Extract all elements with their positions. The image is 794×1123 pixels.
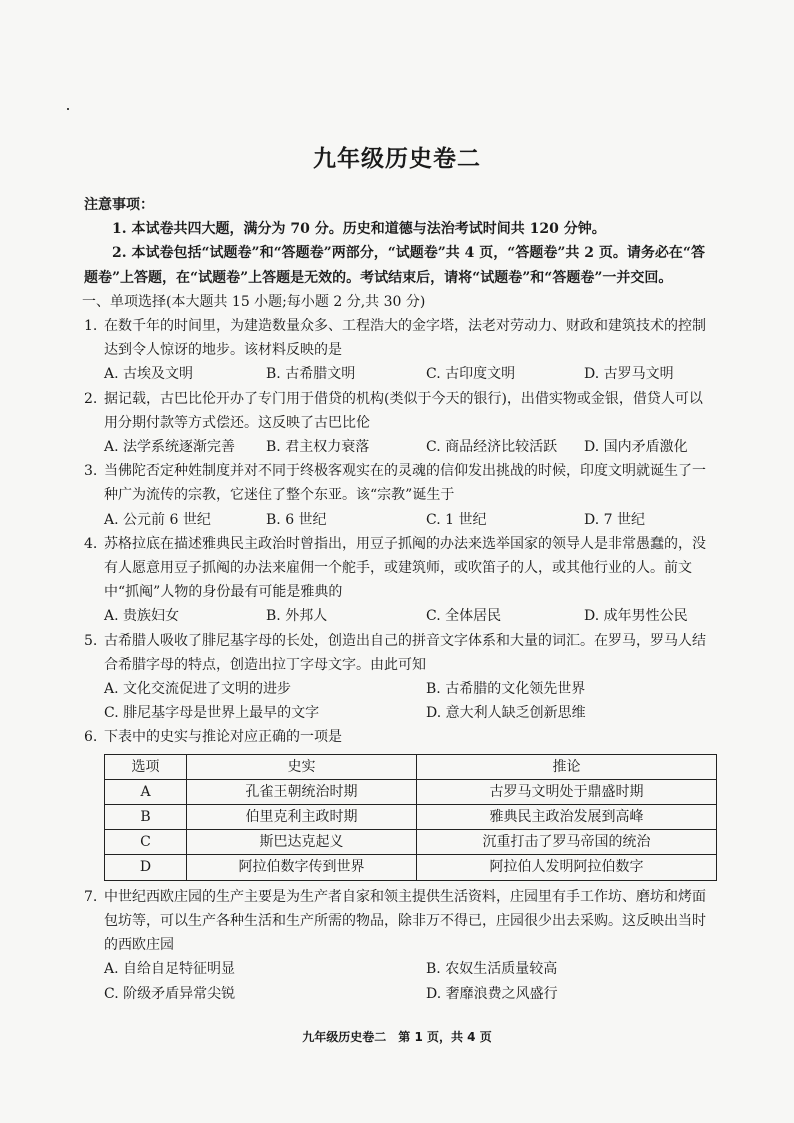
option-c: C. 商品经济比较活跃	[426, 439, 558, 456]
table-cell: B	[105, 805, 187, 830]
question-5-options-row-1	[84, 677, 714, 701]
option-b: B. 外邦人	[266, 608, 328, 625]
question-5-options-row-2	[84, 701, 714, 725]
question-text: 当佛陀否定种姓制度并对不同于终极客观实在的灵魂的信仰发出挑战的时候，印度文明就诞生了一种广为流传的宗教，它迷住了整个东亚。该“宗教”诞生于	[104, 463, 706, 504]
question-text: 据记载，古巴比伦开办了专门用于借贷的机构(类似于今天的银行)，出借实物或金银，借贷人可以用分期付款等方式偿还。这反映了古巴比伦	[104, 390, 703, 431]
option-b: B. 农奴生活质量较高	[426, 961, 558, 978]
question-text: 中世纪西欧庄园的生产主要是为生产者自家和领主提供生活资料，庄园里有手工作坊、磨坊和烤面包坊等，可以生产各种生活和生产所需的物品，除非万不得已，庄园很少出去采购。这反映出当时的西欧庄园	[104, 888, 706, 954]
option-b: B. 君主权力衰落	[266, 439, 370, 456]
option-c: C. 腓尼基字母是世界上最早的文字	[104, 705, 320, 722]
note-item-1: 1. 本试卷共四大题，满分为 70 分。历史和道德与法治考试时间共 120 分钟。	[112, 221, 606, 238]
question-text: 古希腊人吸收了腓尼基字母的长处，创造出自己的拼音文字体系和大量的词汇。在罗马，罗马人结合希腊字母的特点，创造出拉丁字母文字。由此可知	[104, 632, 706, 673]
option-b: B. 6 世纪	[266, 511, 327, 528]
question-number: 2.	[84, 390, 98, 407]
page-footer: 九年级历史卷二 第 1 页，共 4 页	[302, 1030, 492, 1044]
question-5	[84, 629, 714, 677]
option-b: B. 古希腊文明	[266, 366, 356, 383]
question-number: 5.	[84, 632, 98, 649]
table-cell: 沉重打击了罗马帝国的统治	[417, 830, 717, 855]
table-header-row	[105, 754, 717, 779]
question-text: 在数千年的时间里，为建造数量众多、工程浩大的金字塔，法老对劳动力、财政和建筑技术的控制达到令人惊讶的地步。该材料反映的是	[104, 318, 706, 359]
notes-heading: 注意事项：	[84, 197, 154, 213]
question-2	[84, 387, 714, 435]
option-a: A. 贵族妇女	[104, 608, 180, 625]
option-d: D. 意大利人缺乏创新思维	[426, 705, 586, 722]
table-row	[105, 779, 717, 804]
table-cell: C	[105, 830, 187, 855]
question-text: 下表中的史实与推论对应正确的一项是	[104, 729, 342, 746]
option-a: A. 法学系统逐渐完善	[104, 439, 236, 456]
table-header: 选项	[105, 754, 187, 779]
option-d: D. 成年男性公民	[584, 608, 688, 625]
question-number: 1.	[84, 318, 98, 335]
option-a: A. 自给自足特征明显	[104, 961, 236, 978]
question-2-options	[84, 435, 714, 459]
option-c: C. 1 世纪	[426, 511, 487, 528]
note-item-2: 2. 本试卷包括“试题卷”和“答题卷”两部分，“试题卷”共 4 页，“答题卷”共 2 页。请务必在“答题卷”上答题，在“试题卷”上答题是无效的。考试结束后，请将“试题卷”和“答题卷”一并交回。	[84, 245, 705, 286]
option-b: B. 古希腊的文化领先世界	[426, 681, 586, 698]
table-cell: 阿拉伯数字传到世界	[187, 855, 417, 880]
section-heading: 一、单项选择(本大题共 15 小题;每小题 2 分,共 30 分)	[82, 293, 426, 310]
question-7-options-row-1	[84, 957, 714, 981]
question-3-options	[84, 508, 714, 532]
option-a: A. 文化交流促进了文明的进步	[104, 681, 292, 698]
option-c: C. 古印度文明	[426, 366, 516, 383]
table-row	[105, 830, 717, 855]
page-title: 九年级历史卷二	[313, 146, 481, 172]
question-1-options	[84, 362, 714, 386]
history-table	[104, 754, 717, 881]
option-a: A. 古埃及文明	[104, 366, 194, 383]
question-number: 4.	[84, 535, 98, 552]
question-number: 7.	[84, 888, 98, 905]
table-row	[105, 855, 717, 880]
option-d: D. 奢靡浪费之风盛行	[426, 985, 558, 1002]
question-3	[84, 459, 714, 507]
table-cell: 斯巴达克起义	[187, 830, 417, 855]
table-cell: 阿拉伯人发明阿拉伯数字	[417, 855, 717, 880]
table-cell: 伯里克利主政时期	[187, 805, 417, 830]
question-4-options	[84, 604, 714, 628]
table-header: 史实	[187, 754, 417, 779]
option-d: D. 古罗马文明	[584, 366, 674, 383]
table-row	[105, 805, 717, 830]
question-6	[84, 725, 714, 749]
option-c: C. 全体居民	[426, 608, 502, 625]
option-a: A. 公元前 6 世纪	[104, 511, 211, 528]
table-cell: 古罗马文明处于鼎盛时期	[417, 779, 717, 804]
table-cell: D	[105, 855, 187, 880]
table-cell: 孔雀王朝统治时期	[187, 779, 417, 804]
table-cell: 雅典民主政治发展到高峰	[417, 805, 717, 830]
question-7	[84, 885, 714, 958]
question-number: 6.	[84, 729, 98, 746]
question-text: 苏格拉底在描述雅典民主政治时曾指出，用豆子抓阄的办法来选举国家的领导人是非常愚蠢的，没有人愿意用豆子抓阄的办法来雇佣一个舵手，或建筑师，或吹笛子的人，或其他行业的人。前文中“抓阄”人物的身份最有可能是雅典的	[104, 535, 706, 601]
question-1	[84, 314, 714, 362]
option-d: D. 7 世纪	[584, 511, 645, 528]
table-header: 推论	[417, 754, 717, 779]
option-c: C. 阶级矛盾异常尖锐	[104, 985, 236, 1002]
question-7-options-row-2	[84, 982, 714, 1006]
option-d: D. 国内矛盾激化	[584, 439, 688, 456]
scan-speck	[67, 108, 69, 110]
question-4	[84, 532, 714, 605]
exam-content	[84, 193, 714, 1006]
question-number: 3.	[84, 463, 98, 480]
table-cell: A	[105, 779, 187, 804]
